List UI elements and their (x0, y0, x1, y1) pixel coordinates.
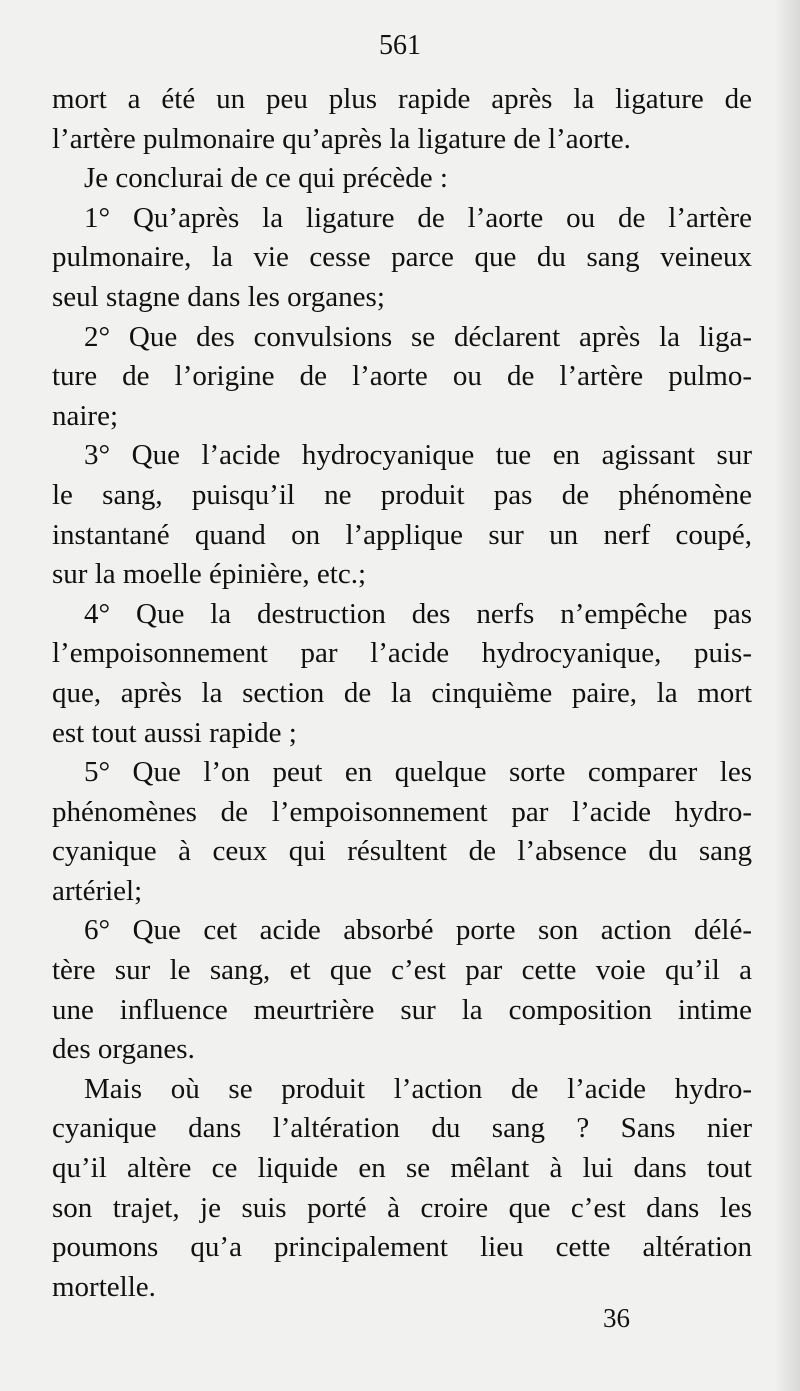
text-line: 5° Que l’on peut en quelque sorte comparer les (84, 756, 752, 789)
text-line: 2° Que des convulsions se déclarent après la liga- (84, 320, 752, 353)
text-line: 4° Que la destruction des nerfs n’empêche pas (84, 597, 752, 630)
text-line: phénomènes de l’empoisonnement par l’acide hydro- (52, 795, 752, 828)
text-line: mort a été un peu plus rapide après la ligature de (52, 83, 752, 115)
text-line: tère sur le sang, et que c’est par cette voie qu’il a (52, 954, 752, 987)
text-line: est tout aussi rapide ; (52, 716, 297, 749)
text-line: naire; (52, 399, 119, 432)
text-line: 1° Qu’après la ligature de l’aorte ou de l’artère (84, 201, 752, 234)
text-line: une influence meurtrière sur la composition intime (52, 993, 752, 1026)
text-line: l’artère pulmonaire qu’après la ligature de l’aorte. (52, 122, 631, 155)
text-line: Mais où se produit l’action de l’acide hydro- (84, 1072, 752, 1105)
text-line: des organes. (52, 1033, 195, 1066)
text-line: seul stagne dans les organes; (52, 280, 385, 313)
text-line: qu’il altère ce liquide en se mêlant à lui dans tout (52, 1152, 752, 1185)
text-line: mortelle. (52, 1270, 156, 1303)
text-line: l’empoisonnement par l’acide hydrocyanique, puis- (52, 637, 752, 670)
body-text (52, 80, 752, 1307)
text-line: le sang, puisqu’il ne produit pas de phénomène (52, 478, 752, 511)
page-number: 561 (379, 30, 421, 61)
text-line: pulmonaire, la vie cesse parce que du sang veineux (52, 241, 752, 274)
text-line: artériel; (52, 874, 143, 907)
text-line: cyanique dans l’altération du sang ? Sans nier (52, 1112, 752, 1145)
text-line: 6° Que cet acide absorbé porte son action délé- (84, 914, 752, 947)
text-line: cyanique à ceux qui résultent de l’absence du sang (52, 835, 752, 868)
text-line: son trajet, je suis porté à croire que c’est dans les (52, 1191, 752, 1224)
text-line: 3° Que l’acide hydrocyanique tue en agissant sur (84, 439, 752, 472)
text-line: sur la moelle épinière, etc.; (52, 558, 367, 591)
signature-mark: 36 (603, 1303, 630, 1333)
text-line: que, après la section de la cinquième paire, la mort (52, 676, 752, 709)
text-line: ture de l’origine de l’aorte ou de l’artère pulmo- (52, 360, 752, 393)
text-line: instantané quand on l’applique sur un nerf coupé, (52, 518, 752, 551)
text-line: Je conclurai de ce qui précède : (84, 162, 448, 195)
page-edge-shadow (774, 0, 800, 1391)
text-line: poumons qu’a principalement lieu cette altération (52, 1231, 752, 1264)
